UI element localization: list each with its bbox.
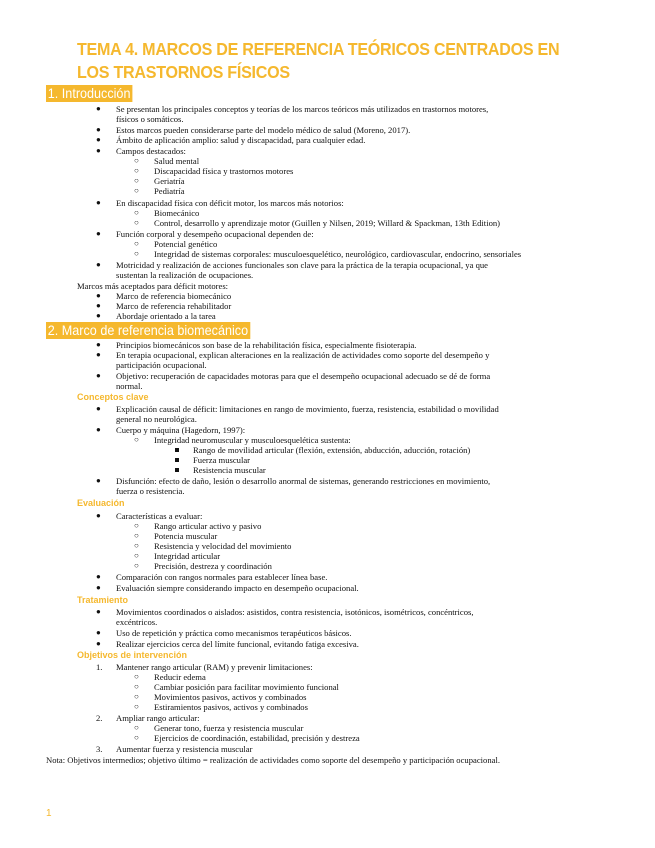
objective-sub-item: Estiramientos pasivos, activos y combinados xyxy=(154,702,308,712)
intro-bullet-7: Motricidad y realización de acciones funcionales son clave para la práctica de la terapia ocupacional, ya que xyxy=(116,260,488,270)
bullet-marker: ● xyxy=(96,104,101,113)
bullet-marker: ● xyxy=(96,198,101,207)
circle-marker: ○ xyxy=(134,249,139,258)
circle-marker: ○ xyxy=(134,531,139,540)
concept-bullet-1-cont: general no neurológica. xyxy=(116,414,197,424)
section-heading-introduccion: 1. Introducción xyxy=(47,85,131,101)
circle-marker: ○ xyxy=(134,239,139,248)
concept-bullet-1: Explicación causal de déficit: limitaciones en rango de movimiento, fuerza, resistencia, estabilidad o movilidad xyxy=(116,404,499,414)
eval-sub-item: Precisión, destreza y coordinación xyxy=(154,561,272,571)
bullet-marker: ● xyxy=(96,425,101,434)
concept-bullet-3: Disfunción: efecto de daño, lesión o desarrollo anormal de sistemas, generando restricciones en movimiento, xyxy=(116,476,491,486)
objective-sub-item: Cambiar posición para facilitar movimiento funcional xyxy=(154,682,339,692)
bullet-marker: ● xyxy=(96,311,101,320)
biomech-bullet-2: En terapia ocupacional, explican alteraciones en la realización de actividades como soporte del desempeño y xyxy=(116,350,490,360)
intro-sub-item: Discapacidad física y trastornos motores xyxy=(154,166,294,176)
eval-bullet-1: Características a evaluar: xyxy=(116,511,203,521)
subheading-conceptos-clave: Conceptos clave xyxy=(77,392,149,402)
circle-marker: ○ xyxy=(134,682,139,691)
intro-bullet-1: Se presentan los principales conceptos y teorías de los marcos teóricos más utilizados en trastornos motores, xyxy=(116,104,489,114)
square-bullet-marker xyxy=(175,458,179,462)
treat-bullet-3: Realizar ejercicios cerca del límite funcional, evitando fatiga excesiva. xyxy=(116,639,359,649)
intro-sub-item: Pediatría xyxy=(154,186,185,196)
subheading-tratamiento: Tratamiento xyxy=(77,595,129,605)
intro-sub-item: Biomecánico xyxy=(154,208,200,218)
circle-marker: ○ xyxy=(134,186,139,195)
bullet-marker: ● xyxy=(96,639,101,648)
note-text: Nota: Objetivos intermedios; objetivo último = realización de actividades como soporte del desempeño y participación ocupacional. xyxy=(46,755,500,765)
circle-marker: ○ xyxy=(134,435,139,444)
bullet-marker: ● xyxy=(96,607,101,616)
circle-marker: ○ xyxy=(134,176,139,185)
page-title: TEMA 4. MARCOS DE REFERENCIA TEÓRICOS CENTRADOS EN LOS TRASTORNOS FÍSICOS xyxy=(77,39,560,82)
intro-bullet-3: Ámbito de aplicación amplio: salud y discapacidad, para cualquier edad. xyxy=(116,135,366,145)
circle-marker: ○ xyxy=(134,702,139,711)
biomech-bullet-3: Objetivo: recuperación de capacidades motoras para que el desempeño ocupacional adecuado se dé de forma xyxy=(116,371,491,381)
concept-bullet-3-cont: fuerza o resistencia. xyxy=(116,486,185,496)
objective-sub-item: Generar tono, fuerza y resistencia muscular xyxy=(154,723,304,733)
bullet-marker: ● xyxy=(96,511,101,520)
square-bullet-marker xyxy=(175,468,179,472)
bullet-marker: ● xyxy=(96,229,101,238)
objective-3: Aumentar fuerza y resistencia muscular xyxy=(116,744,253,754)
eval-sub-item: Potencia muscular xyxy=(154,531,218,541)
bullet-marker: ● xyxy=(96,572,101,581)
intro-bullet-2: Estos marcos pueden considerarse parte del modelo médico de salud (Moreno, 2017). xyxy=(116,125,411,135)
eval-sub-item: Resistencia y velocidad del movimiento xyxy=(154,541,292,551)
circle-marker: ○ xyxy=(134,166,139,175)
bullet-marker: ● xyxy=(96,628,101,637)
circle-marker: ○ xyxy=(134,541,139,550)
bullet-marker: ● xyxy=(96,146,101,155)
intro-bullet-5: En discapacidad física con déficit motor, los marcos más notorios: xyxy=(116,198,344,208)
accepted-item: Abordaje orientado a la tarea xyxy=(116,311,216,321)
intro-bullet-6: Función corporal y desempeño ocupacional dependen de: xyxy=(116,229,314,239)
circle-marker: ○ xyxy=(134,156,139,165)
page-number: 1 xyxy=(46,808,52,819)
circle-marker: ○ xyxy=(134,521,139,530)
bullet-marker: ● xyxy=(96,125,101,134)
bullet-marker: ● xyxy=(96,371,101,380)
concept-subsub-item: Resistencia muscular xyxy=(193,465,266,475)
list-number: 3. xyxy=(96,744,103,754)
bullet-marker: ● xyxy=(96,583,101,592)
bullet-marker: ● xyxy=(96,350,101,359)
square-bullet-marker xyxy=(175,448,179,452)
subheading-objetivos: Objetivos de intervención xyxy=(77,650,188,660)
accepted-item: Marco de referencia rehabilitador xyxy=(116,301,232,311)
intro-sub-item: Integridad de sistemas corporales: musculoesquelético, neurológico, cardiovascular, endocrino, sensoriales xyxy=(154,249,522,259)
subheading-evaluacion: Evaluación xyxy=(77,498,125,508)
bullet-marker: ● xyxy=(96,340,101,349)
objective-1: Mantener rango articular (RAM) y prevenir limitaciones: xyxy=(116,662,313,672)
intro-bullet-7-cont: sustentan la realización de ocupaciones. xyxy=(116,270,254,280)
bullet-marker: ● xyxy=(96,291,101,300)
biomech-bullet-1: Principios biomecánicos son base de la rehabilitación física, especialmente fisioterapia. xyxy=(116,340,417,350)
concept-sub-item: Integridad neuromuscular y musculoesquelética sustenta: xyxy=(154,435,351,445)
circle-marker: ○ xyxy=(134,218,139,227)
objective-sub-item: Movimientos pasivos, activos y combinados xyxy=(154,692,307,702)
circle-marker: ○ xyxy=(134,723,139,732)
circle-marker: ○ xyxy=(134,208,139,217)
bullet-marker: ● xyxy=(96,404,101,413)
circle-marker: ○ xyxy=(134,551,139,560)
circle-marker: ○ xyxy=(134,733,139,742)
bullet-marker: ● xyxy=(96,260,101,269)
eval-sub-item: Integridad articular xyxy=(154,551,221,561)
concept-bullet-2: Cuerpo y máquina (Hagedorn, 1997): xyxy=(116,425,246,435)
intro-bullet-4: Campos destacados: xyxy=(116,146,186,156)
circle-marker: ○ xyxy=(134,672,139,681)
eval-bullet-2: Comparación con rangos normales para establecer línea base. xyxy=(116,572,328,582)
circle-marker: ○ xyxy=(134,561,139,570)
treat-bullet-1: Movimientos coordinados o aislados: asistidos, contra resistencia, isotónicos, isométricos, concéntricos, xyxy=(116,607,474,617)
section-heading-biomecanico: 2. Marco de referencia biomecánico xyxy=(47,322,249,338)
list-number: 1. xyxy=(96,662,103,672)
intro-sub-item: Control, desarrollo y aprendizaje motor (Guillen y Nilsen, 2019; Willard & Spackman, 13th Edition) xyxy=(154,218,501,228)
list-number: 2. xyxy=(96,713,103,723)
intro-sub-item: Salud mental xyxy=(154,156,200,166)
eval-sub-item: Rango articular activo y pasivo xyxy=(154,521,262,531)
concept-subsub-item: Rango de movilidad articular (flexión, extensión, abducción, aducción, rotación) xyxy=(193,445,471,455)
biomech-bullet-2-cont: participación ocupacional. xyxy=(116,360,207,370)
objective-2: Ampliar rango articular: xyxy=(116,713,200,723)
bullet-marker: ● xyxy=(96,476,101,485)
eval-bullet-3: Evaluación siempre considerando impacto en desempeño ocupacional. xyxy=(116,583,359,593)
intro-sub-item: Geriatría xyxy=(154,176,185,186)
biomech-bullet-3-cont: normal. xyxy=(116,381,143,391)
intro-sub-item: Potencial genético xyxy=(154,239,218,249)
circle-marker: ○ xyxy=(134,692,139,701)
treat-bullet-2: Uso de repetición y práctica como mecanismos terapéuticos básicos. xyxy=(116,628,352,638)
accepted-frames-label: Marcos más aceptados para déficit motores: xyxy=(77,281,229,291)
objective-sub-item: Reducir edema xyxy=(154,672,206,682)
objective-sub-item: Ejercicios de coordinación, estabilidad, precisión y destreza xyxy=(154,733,360,743)
bullet-marker: ● xyxy=(96,135,101,144)
concept-subsub-item: Fuerza muscular xyxy=(193,455,251,465)
accepted-item: Marco de referencia biomecánico xyxy=(116,291,232,301)
intro-bullet-1-cont: físicos o somáticos. xyxy=(116,114,184,124)
bullet-marker: ● xyxy=(96,301,101,310)
treat-bullet-1-cont: excéntricos. xyxy=(116,617,158,627)
